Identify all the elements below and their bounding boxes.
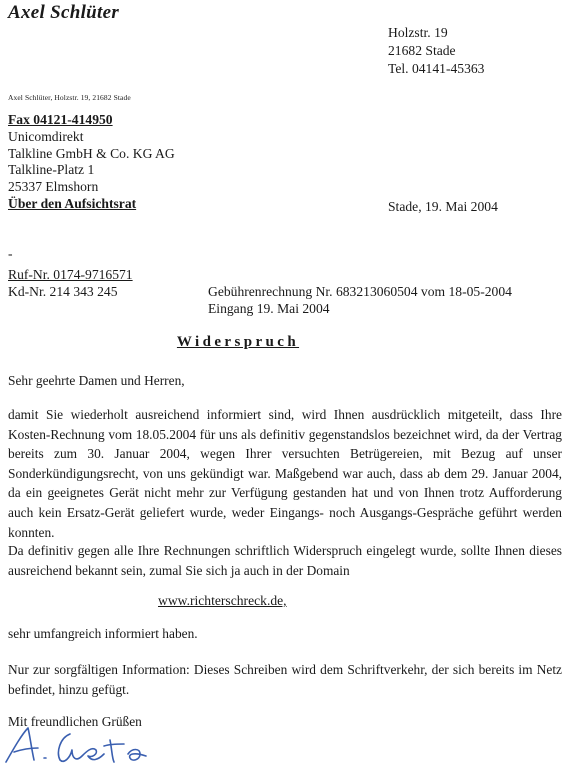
sender-city: 21682 Stade — [388, 43, 456, 58]
recipient-line: Unicomdirekt — [8, 128, 84, 144]
recipient-fax: Fax 04121-414950 — [8, 112, 113, 127]
recipient-via: Über den Aufsichtsrat — [8, 195, 137, 211]
recipient-line: 25337 Elmshorn — [8, 179, 99, 195]
received-date: Eingang 19. Mai 2004 — [208, 301, 330, 316]
invoice-number: Gebührenrechnung Nr. 683213060504 vom 18-05-2004 — [208, 284, 512, 299]
sender-street: Holzstr. 19 — [388, 25, 448, 40]
body-paragraph: Da definitiv gegen alle Ihre Rechnungen schriftlich Widerspruch eingelegt wurde, sollte Ihnen dieses ausreichend bekannt sein, zumal Sie sich ja auch in der Domain — [8, 543, 562, 578]
recipient-block — [8, 112, 175, 213]
invoice-reference — [208, 283, 512, 317]
letter-date: Stade, 19. Mai 2004 — [388, 199, 498, 214]
closing-phrase: Mit freundlichen Grüßen — [8, 714, 142, 729]
customer-number: Kd-Nr. 214 343 245 — [8, 284, 118, 299]
subject-heading: Widerspruch — [176, 334, 300, 350]
salutation: Sehr geehrte Damen und Herren, — [8, 373, 185, 388]
recipient-line: Talkline GmbH & Co. KG AG — [8, 145, 175, 161]
handwritten-signature — [0, 724, 200, 768]
call-number: Ruf-Nr. 0174-9716571 — [8, 267, 133, 282]
body-paragraph: damit Sie wiederholt ausreichend informiert sind, wird Ihnen ausdrücklich mitgeteilt, dass Ihre Kosten-Rechnung vom 18.05.2004 für uns als definitiv gegenstandslos bezeichnet wird, da der Vertrag bereits zum 30. Januar 2004, wegen Ihrer versuchten Betrügereien, mit Bezug auf unser Sonderkündigungsrecht, von uns gekündigt war. Maßgebend war auch, dass ab dem 29. Januar 2004, da ein geeignetes Gerät nicht mehr zur Verfügung gestanden hat und von Ihnen trotz Aufforderung auch kein Ersatz-Gerät geliefert wurde, weder Eingangs- noch Ausgangs-Gespräche geführt werden konnten. — [8, 407, 562, 540]
sender-phone: Tel. 04141-45363 — [388, 61, 485, 76]
body-paragraph: sehr umfangreich informiert haben. — [8, 626, 198, 641]
reference-numbers — [8, 266, 133, 300]
sender-name: Axel Schlüter — [8, 2, 120, 23]
sender-address — [388, 24, 484, 78]
domain-link[interactable]: www.richterschreck.de, — [158, 593, 287, 608]
dash-mark: - — [8, 246, 13, 261]
return-address-line: Axel Schlüter, Holzstr. 19, 21682 Stade — [8, 93, 131, 102]
recipient-line: Talkline-Platz 1 — [8, 162, 95, 178]
body-paragraph: Nur zur sorgfältigen Information: Dieses Schreiben wird dem Schriftverkehr, der sich bereits im Netz befindet, hinzu gefügt. — [8, 662, 562, 697]
